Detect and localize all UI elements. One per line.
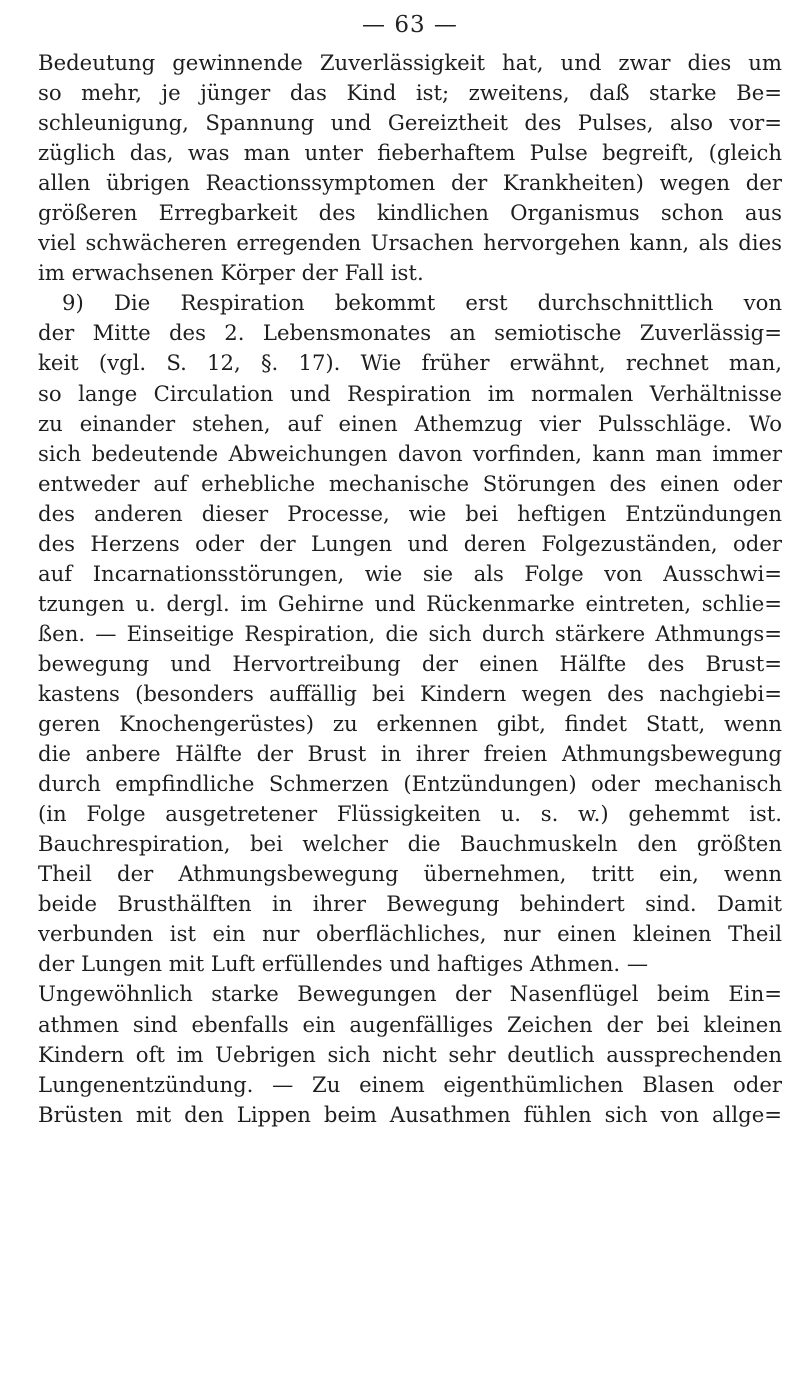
text-line: Bedeutung gewinnende Zuverlässigkeit hat, und zwar dies um: [38, 50, 782, 75]
text-line: viel schwächeren erregenden Ursachen hervorgehen kann, als dies: [38, 230, 782, 256]
text-line: schleunigung, Spannung und Gereiztheit des Pulses, also vor=: [38, 110, 782, 136]
body-text: [38, 48, 782, 1130]
text-line: (in Folge ausgetretener Flüssigkeiten u. s. w.) gehemmt ist.: [38, 801, 782, 827]
text-line: auf Incarnationsstörungen, wie sie als Folge von Ausschwi=: [38, 560, 782, 586]
text-line: des anderen dieser Processe, wie bei heftigen Entzündungen: [38, 500, 782, 526]
text-line: Kindern oft im Uebrigen sich nicht sehr deutlich aussprechenden: [38, 1041, 782, 1067]
page-number-header: — 63 —: [362, 12, 458, 38]
text-line: 9) Die Respiration bekommt erst durchschnittlich von: [62, 290, 782, 316]
book-page: [38, 8, 782, 1130]
text-line: ßen. — Einseitige Respiration, die sich durch stärkere Athmungs=: [38, 620, 782, 646]
text-line: züglich das, was man unter fieberhaftem Pulse begreift, (gleich: [38, 140, 782, 166]
text-line: beide Brusthälften in ihrer Bewegung behindert sind. Damit: [38, 891, 782, 917]
text-line: der Lungen mit Luft erfüllendes und haftiges Athmen. —: [38, 951, 649, 977]
text-line: bewegung und Hervortreibung der einen Hälfte des Brust=: [38, 650, 782, 676]
text-line: tzungen u. dergl. im Gehirne und Rückenmarke eintreten, schlie=: [38, 590, 782, 616]
text-line: des Herzens oder der Lungen und deren Folgezuständen, oder: [38, 530, 782, 556]
text-line: sich bedeutende Abweichungen davon vorfinden, kann man immer: [38, 440, 782, 466]
text-line: kastens (besonders auffällig bei Kindern wegen des nachgiebi=: [38, 680, 782, 706]
text-line: Ungewöhnlich starke Bewegungen der Nasenflügel beim Ein=: [38, 981, 782, 1007]
text-line: Theil der Athmungsbewegung übernehmen, tritt ein, wenn: [38, 861, 782, 887]
text-line: keit (vgl. S. 12, §. 17). Wie früher erwähnt, rechnet man,: [38, 350, 782, 376]
text-line: allen übrigen Reactionssymptomen der Krankheiten) wegen der: [38, 170, 782, 196]
text-line: athmen sind ebenfalls ein augenfälliges Zeichen der bei kleinen: [38, 1011, 782, 1037]
text-line: verbunden ist ein nur oberflächliches, nur einen kleinen Theil: [38, 921, 782, 947]
text-line: zu einander stehen, auf einen Athemzug vier Pulsschläge. Wo: [38, 410, 782, 436]
text-line: so lange Circulation und Respiration im normalen Verhältnisse: [38, 380, 782, 406]
text-line: entweder auf erhebliche mechanische Störungen des einen oder: [38, 470, 782, 496]
text-line: geren Knochengerüstes) zu erkennen gibt, findet Statt, wenn: [38, 711, 782, 737]
text-line: größeren Erregbarkeit des kindlichen Organismus schon aus: [38, 200, 782, 226]
text-line: Lungenentzündung. — Zu einem eigenthümlichen Blasen oder: [38, 1071, 782, 1097]
text-line: im erwachsenen Körper der Fall ist.: [38, 260, 424, 286]
text-line: Bauchrespiration, bei welcher die Bauchmuskeln den größten: [38, 831, 782, 857]
text-line: so mehr, je jünger das Kind ist; zweitens, daß starke Be=: [38, 80, 782, 106]
text-line: die anbere Hälfte der Brust in ihrer freien Athmungsbewegung: [38, 741, 782, 767]
text-line: durch empfindliche Schmerzen (Entzündungen) oder mechanisch: [38, 771, 782, 797]
text-line: der Mitte des 2. Lebensmonates an semiotische Zuverlässig=: [38, 320, 782, 346]
text-line: Brüsten mit den Lippen beim Ausathmen fühlen sich von allge=: [38, 1101, 782, 1127]
